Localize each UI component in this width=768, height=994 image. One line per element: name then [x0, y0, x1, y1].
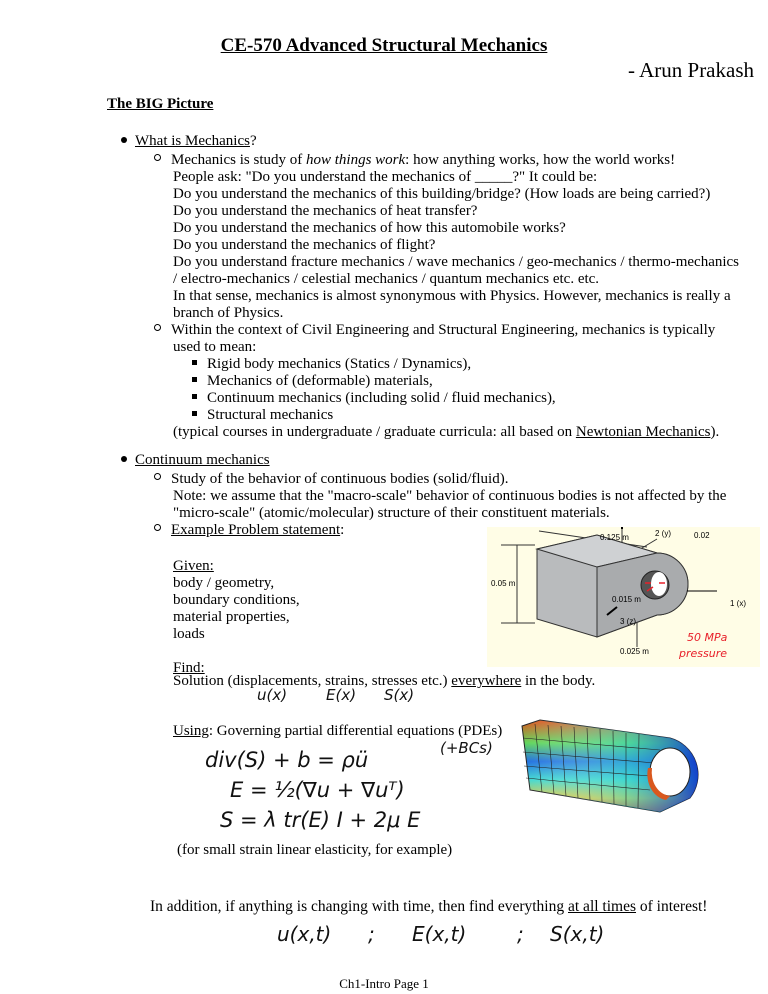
using-text: Using: Governing partial differential equations (PDEs) — [173, 723, 503, 739]
axis-x-label: 1 (x) — [730, 599, 746, 608]
bracket-geometry-figure — [487, 527, 760, 667]
find-symbol-e: E(x) — [326, 686, 357, 704]
continuum-definition: Study of the behavior of continuous bodies (solid/fluid). — [154, 470, 508, 489]
square-bullet-icon — [192, 377, 197, 382]
find-symbol-u: u(x) — [257, 686, 288, 704]
time-text: In addition, if anything is changing with time, then find everything at all times of interest! — [150, 898, 708, 915]
text-line: Do you understand the mechanics of flight? — [173, 237, 436, 253]
stress-contour-figure — [520, 708, 720, 823]
section-title: The BIG Picture — [107, 96, 214, 112]
circle-bullet-icon — [154, 324, 161, 331]
time-symbol-u: u(x,t) — [277, 922, 332, 946]
bullet-icon — [121, 456, 127, 462]
separator: ; — [517, 922, 524, 946]
circle-bullet-icon — [154, 473, 161, 480]
equation-equilibrium: div(S) + b = ρü — [205, 748, 369, 772]
axis-z-label: 3 (z) — [620, 617, 636, 626]
dim-height: 0.05 m — [491, 579, 516, 588]
bullet-icon — [121, 137, 127, 143]
list-item: Continuum mechanics (including solid / fluid mechanics), — [192, 389, 556, 408]
text-line: branch of Physics. — [173, 305, 284, 321]
equation-strain: E = ½(∇u + ∇uᵀ) — [230, 778, 405, 802]
list-item: Rigid body mechanics (Statics / Dynamics), — [192, 355, 471, 374]
given-item: material properties, — [173, 609, 290, 625]
equation-constitutive: S = λ tr(E) I + 2μ E — [220, 808, 421, 832]
dim-radius: 0.025 m — [620, 647, 649, 656]
dim-thickness: 0.02 — [694, 531, 710, 540]
text-line: Do you understand the mechanics of this building/bridge? (How loads are being carried?) — [173, 186, 711, 202]
load-value: 50 MPa — [687, 631, 728, 644]
text-line: Do you understand fracture mechanics / wave mechanics / geo-mechanics / thermo-mechanics — [173, 254, 740, 270]
time-symbol-e: E(x,t) — [412, 922, 467, 946]
newtonian-mechanics-link[interactable]: Newtonian Mechanics — [575, 424, 711, 440]
square-bullet-icon — [192, 411, 197, 416]
given-item: boundary conditions, — [173, 592, 300, 608]
text-line: used to mean: — [173, 339, 257, 355]
fem-mesh-drawing — [520, 708, 720, 823]
given-item: body / geometry, — [173, 575, 275, 591]
separator: ; — [368, 922, 375, 946]
dim-hole: 0.015 m — [612, 595, 641, 604]
document-title: CE-570 Advanced Structural Mechanics — [220, 35, 548, 56]
example-heading: Example Problem statement: — [154, 521, 344, 540]
bcs-note: (+BCs) — [440, 739, 493, 757]
find-symbol-s: S(x) — [384, 686, 415, 704]
load-type: pressure — [679, 647, 727, 660]
square-bullet-icon — [192, 360, 197, 365]
time-symbol-s: S(x,t) — [550, 922, 605, 946]
curricula-note: (typical courses in undergraduate / graduate curricula: all based on Newtonian Mechanics). — [173, 424, 720, 440]
circle-bullet-icon — [154, 524, 161, 531]
civil-context: Within the context of Civil Engineering and Structural Engineering, mechanics is typically — [154, 321, 715, 340]
find-text: Solution (displacements, strains, stresses etc.) everywhere in the body. — [173, 673, 596, 689]
list-item: Mechanics of (deformable) materials, — [192, 372, 433, 391]
heading-continuum-mechanics: Continuum mechanics — [135, 452, 270, 468]
square-bullet-icon — [192, 394, 197, 399]
dim-length: 0.125 m — [600, 533, 629, 542]
equations-note: (for small strain linear elasticity, for example) — [177, 842, 453, 858]
circle-bullet-icon — [154, 154, 161, 161]
text-line: Do you understand the mechanics of heat transfer? — [173, 203, 478, 219]
given-item: loads — [173, 626, 205, 642]
text-line: People ask: "Do you understand the mechanics of _____?" It could be: — [173, 169, 598, 185]
find-label: Find: — [173, 660, 205, 676]
bullet-what-is-mechanics: What is Mechanics? — [121, 132, 257, 151]
list-item: Structural mechanics — [192, 406, 333, 425]
author-name: - Arun Prakash — [628, 58, 754, 82]
text-line: Do you understand the mechanics of how this automobile works? — [173, 220, 566, 236]
text-line: / electro-mechanics / celestial mechanics / quantum mechanics etc. etc. — [173, 271, 600, 287]
text-line: In that sense, mechanics is almost synonymous with Physics. However, mechanics is really a — [173, 288, 731, 304]
heading-what-is-mechanics: What is Mechanics — [135, 133, 250, 149]
text-line: "micro-scale" (atomic/molecular) structure of their constituent materials. — [173, 505, 610, 521]
page-footer: Ch1-Intro Page 1 — [339, 976, 429, 991]
given-label: Given: — [173, 558, 214, 574]
axis-y-label: 2 (y) — [655, 529, 671, 538]
mechanics-definition: Mechanics is study of how things work: how anything works, how the world works! — [154, 151, 675, 170]
text-line: Note: we assume that the "macro-scale" behavior of continuous bodies is not affected by the — [173, 488, 727, 504]
bullet-continuum — [121, 451, 270, 470]
